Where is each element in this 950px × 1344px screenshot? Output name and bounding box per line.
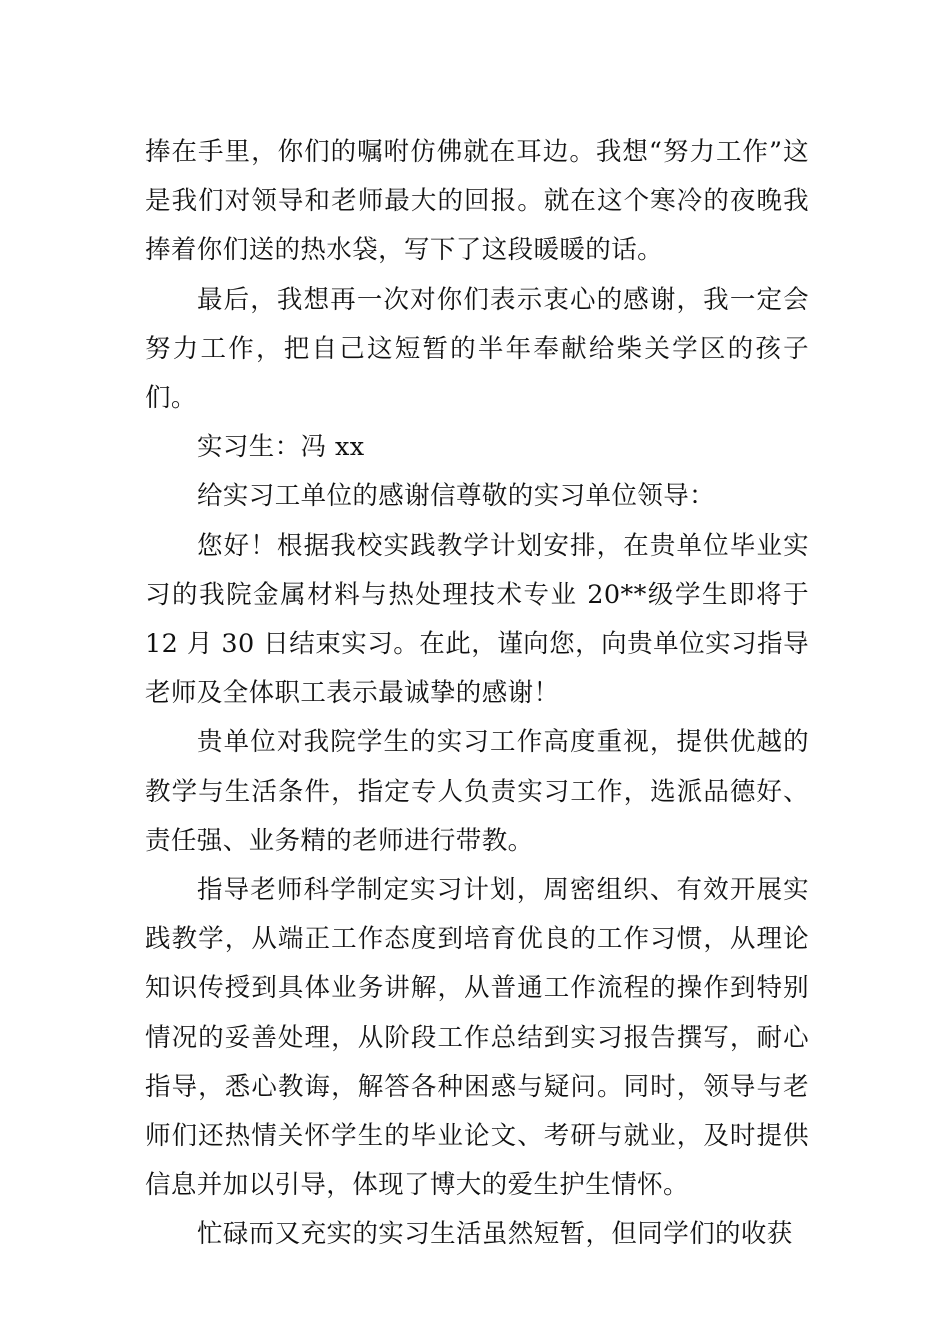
letter-heading: 给实习工单位的感谢信尊敬的实习单位领导： bbox=[197, 481, 716, 512]
document-body bbox=[145, 128, 809, 1260]
paragraph-closing-text: 捧在手里，你们的嘱咐仿佛就在耳边。我想“努力工作”这是我们对领导和老师最大的回报。就在这个寒冷的夜晚我捧着你们送的热水袋，写下了这段暖暖的话。 bbox=[145, 137, 809, 266]
paragraph-internship-life: 忙碌而又充实的实习生活虽然短暂，但同学们的收获 bbox=[197, 1219, 793, 1250]
paragraph-unit-support: 贵单位对我院学生的实习工作高度重视，提供优越的教学与生活条件，指定专人负责实习工作，选派品德好、责任强、业务精的老师进行带教。 bbox=[145, 727, 809, 856]
paragraph-mentor-guidance: 指导老师科学制定实习计划，周密组织、有效开展实践教学，从端正工作态度到培育优良的工作习惯，从理论知识传授到具体业务讲解，从普通工作流程的操作到特别情况的妥善处理，从阶段工作总结到实习报告撰写，耐心指导，悉心教诲，解答各种困惑与疑问。同时，领导与老师们还热情关怀学生的毕业论文、考研与就业，及时提供信息并加以引导，体现了博大的爱生护生情怀。 bbox=[145, 875, 809, 1201]
paragraph-final-thanks: 最后，我想再一次对你们表示衷心的感谢，我一定会努力工作，把自己这短暂的半年奉献给柴关学区的孩子们。 bbox=[145, 284, 809, 414]
paragraph-greeting: 您好！根据我校实践教学计划安排，在贵单位毕业实习的我院金属材料与热处理技术专业 20**级学生即将于 12 月 30 日结束实习。在此，谨向您，向贵单位实习指导老师及全体职工表示最诚挚的感谢！ bbox=[145, 530, 809, 709]
signature-line: 实习生：冯 xx bbox=[197, 432, 365, 463]
